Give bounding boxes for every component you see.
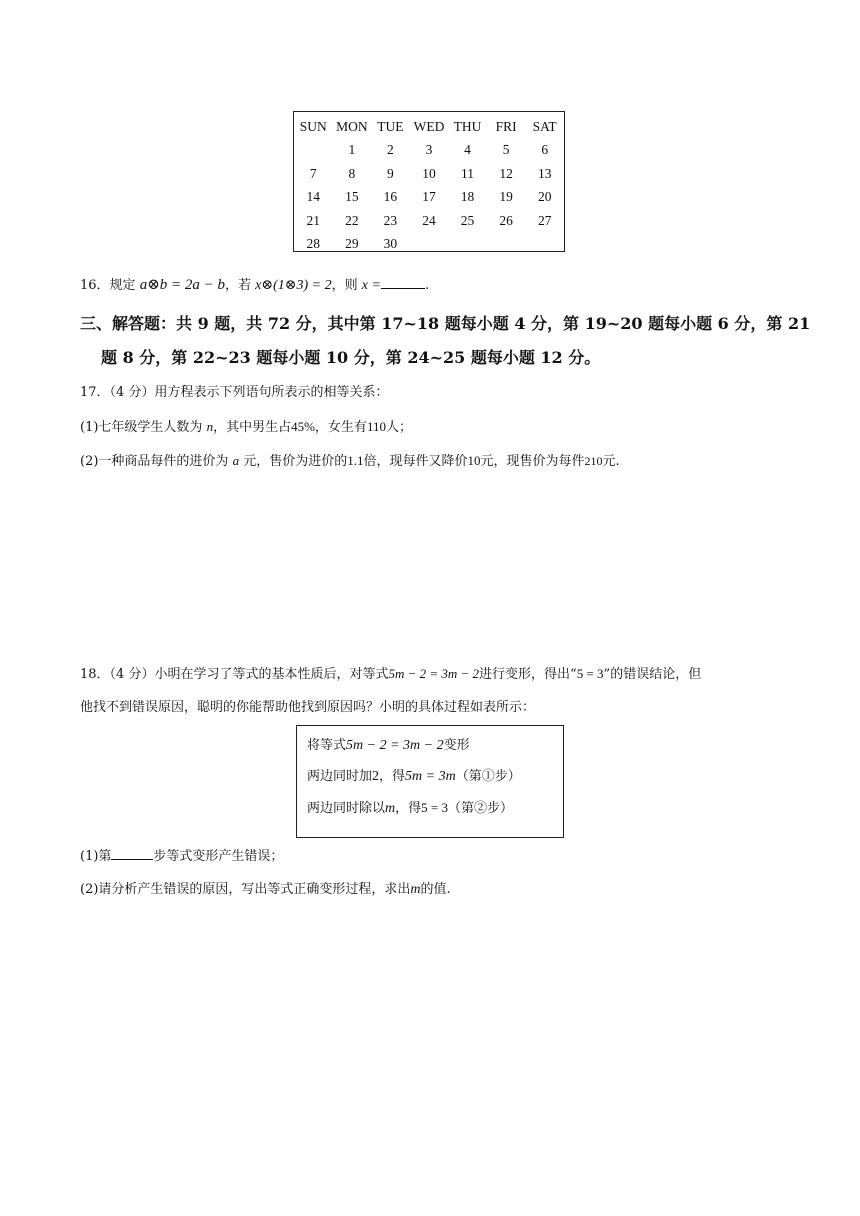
q17-p2-text-b: 元，售价为进价的	[243, 454, 348, 469]
calendar-date-cell: 21	[306, 212, 321, 228]
calendar-date-cell: 9	[387, 165, 394, 181]
calendar-week-row	[294, 209, 564, 233]
q18-line-2: 他找不到错误原因，聪明的你能帮助他找到原因吗？小明的具体过程如表所示：	[80, 700, 536, 715]
q18-l1-text-b: 进行变形，得出“	[479, 667, 577, 682]
q18-r2-text-b: ，得	[379, 769, 406, 784]
calendar-date-cell: 27	[537, 212, 552, 228]
calendar-date-cell: 6	[541, 142, 549, 158]
q18-p2-var: m	[410, 882, 421, 897]
calendar-day-header: SAT	[532, 118, 557, 134]
calendar-date-cell: 8	[348, 165, 356, 181]
calendar-date-cell	[410, 233, 449, 257]
q18-l1-text-a: 18．（4 分）小明在学习了等式的基本性质后，对等式	[80, 667, 389, 682]
calendar-date-cell: 5	[502, 142, 510, 158]
q18-r1-text-b: 变形	[443, 738, 470, 753]
q17-p1-text-a: (1)七年级学生人数为	[80, 420, 203, 435]
calendar-date-cell: 4	[464, 142, 471, 158]
calendar-date-cell: 30	[383, 236, 398, 252]
calendar-date-cell: 20	[537, 189, 552, 205]
q18-l1-text-c: ”的错误结论，但	[603, 667, 702, 682]
q16-ask: x =	[361, 278, 381, 293]
q18-steps-box	[296, 725, 564, 838]
calendar-date-cell: 7	[309, 165, 317, 181]
q17-p1-var: n	[206, 419, 214, 434]
calendar-date-cell: 26	[499, 212, 513, 228]
q17-p1-text-d: 人；	[385, 420, 412, 435]
q18-part-2	[80, 880, 451, 900]
calendar-date-cell: 24	[422, 212, 436, 228]
calendar-date-cell: 23	[383, 212, 398, 228]
q18-r3-text-b: ，得	[395, 801, 422, 816]
q17-p2-price: 210	[584, 454, 603, 468]
q18-l1-equation: 5m − 2 = 3m − 2	[388, 666, 480, 681]
q18-r3-step: （第②步）	[448, 801, 514, 816]
calendar-date-cell: 18	[460, 189, 475, 205]
calendar-day-header: TUE	[377, 118, 404, 134]
question-16	[80, 275, 429, 296]
calendar-week-row	[294, 233, 564, 257]
q18-part-1	[80, 846, 283, 867]
q17-p2-text-e: 元.	[602, 454, 620, 469]
q17-p1-pct: 45%	[291, 419, 315, 434]
calendar-date-cell: 15	[345, 189, 359, 205]
q17-p2-text-c: 倍，现每件又降价	[363, 454, 468, 469]
calendar-date-cell: 12	[499, 165, 513, 181]
calendar-date-cell: 14	[306, 189, 321, 205]
q18-p2-text-b: 的值.	[420, 882, 451, 897]
section-3-heading-line-1: 三、解答题：共 9 题，共 72 分，其中第 17~18 题每小题 4 分，第 19~20 题每小题 6 分，第 21	[80, 314, 811, 333]
q18-r1-equation: 5m − 2 = 3m − 2	[346, 738, 444, 753]
q18-p1-text-a: (1)第	[80, 849, 112, 864]
calendar-date-cell: 28	[306, 236, 321, 252]
q18-r3-text-a: 两边同时除以	[307, 801, 386, 816]
q17-p2-mult: 1.1	[347, 453, 364, 468]
calendar-date-cell	[294, 139, 333, 163]
q18-step-row-2	[307, 767, 553, 798]
q16-text-1: 规定	[109, 278, 136, 293]
q18-answer-blank	[111, 846, 153, 860]
calendar-date-cell: 2	[387, 142, 394, 158]
q18-step-row-3	[307, 798, 553, 829]
calendar-header-row	[294, 115, 564, 139]
calendar-date-cell: 17	[422, 189, 436, 205]
q16-number: 16．	[80, 278, 110, 293]
calendar-week-row	[294, 186, 564, 210]
q17-p2-drop: 10	[467, 453, 481, 468]
q18-r2-num: 2	[372, 769, 380, 784]
calendar-week-row	[294, 139, 564, 163]
calendar-day-header: WED	[413, 118, 445, 134]
q18-p1-text-b: 步等式变形产生错误；	[153, 849, 284, 864]
calendar-date-cell: 29	[345, 236, 359, 252]
q17-p2-text-d: 元，现售价为每件	[480, 454, 585, 469]
calendar-date-cell: 16	[383, 189, 398, 205]
q18-r3-equation: 5 = 3	[421, 800, 448, 815]
q18-step-row-1	[307, 736, 553, 767]
q17-p2-var: a	[232, 453, 240, 468]
q18-r3-var: m	[385, 801, 396, 816]
q16-text-2: ，若	[225, 278, 252, 293]
q16-end: .	[424, 278, 430, 293]
calendar-date-cell: 13	[537, 165, 552, 181]
calendar-grid	[294, 115, 564, 256]
q17-intro: 17．（4 分）用方程表示下列语句所表示的相等关系：	[80, 385, 389, 400]
q18-r1-text-a: 将等式	[307, 738, 347, 753]
calendar-date-cell: 19	[499, 189, 513, 205]
section-3-heading-line-2: 题 8 分，第 22~23 题每小题 10 分，第 24~25 题每小题 12 分。	[101, 348, 601, 367]
q16-definition: a⊗b = 2a − b	[139, 277, 226, 293]
q18-r2-text-a: 两边同时加	[307, 769, 373, 784]
calendar-date-cell: 10	[422, 165, 436, 181]
q16-text-3: ，则	[331, 278, 358, 293]
q16-condition: x⊗(1⊗3) = 2	[255, 278, 332, 293]
q17-p1-text-c: ，女生有	[314, 420, 367, 435]
q17-p1-text-b: ，其中男生占	[213, 420, 292, 435]
calendar-date-cell: 11	[461, 165, 475, 181]
q16-answer-blank	[381, 275, 425, 289]
q18-r2-equation: 5m = 3m	[405, 769, 456, 784]
calendar-week-row	[294, 162, 564, 186]
q17-p2-text-a: (2)一种商品每件的进价为	[80, 454, 229, 469]
calendar-day-header: THU	[453, 118, 482, 134]
calendar-date-cell	[525, 233, 564, 257]
q17-part-1	[80, 417, 412, 438]
calendar-day-header: SUN	[299, 118, 327, 134]
q17-part-2	[80, 451, 620, 472]
calendar-date-cell	[448, 233, 487, 257]
calendar-date-cell: 3	[425, 142, 433, 158]
q17-p1-num: 110	[366, 419, 386, 434]
q18-l1-wrong: 5 = 3	[576, 666, 604, 681]
q18-r2-step: （第①步）	[455, 769, 521, 784]
calendar-date-cell: 25	[460, 212, 475, 228]
calendar-day-header: MON	[336, 118, 368, 134]
calendar-date-cell	[487, 233, 526, 257]
q18-p2-text-a: (2)请分析产生错误的原因，写出等式正确变形过程，求出	[80, 882, 411, 897]
calendar-date-cell: 22	[345, 212, 359, 228]
calendar-table	[293, 111, 565, 252]
calendar-day-header: FRI	[495, 118, 517, 134]
calendar-date-cell: 1	[348, 142, 356, 158]
q18-line-1	[80, 664, 701, 685]
